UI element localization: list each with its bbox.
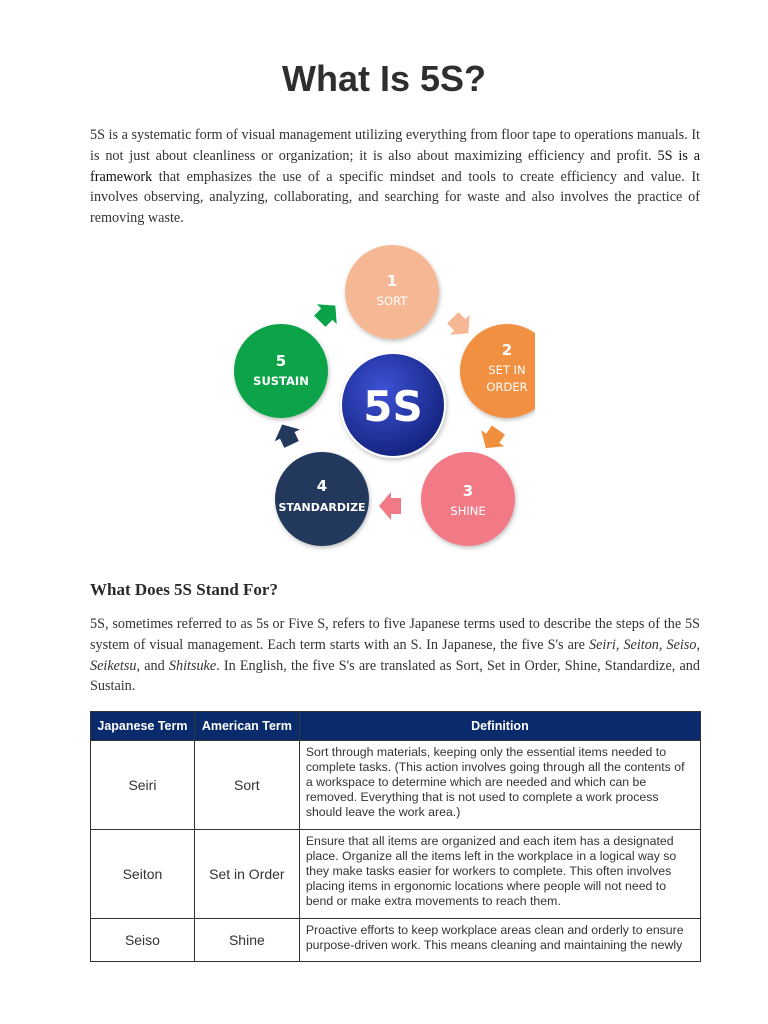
step-1-number: 1	[386, 272, 398, 290]
step-5-label: SUSTAIN	[253, 374, 309, 388]
header-american-term: American Term	[194, 712, 299, 741]
step-3-label: SHINE	[450, 504, 486, 518]
sep-4: , and	[136, 657, 169, 674]
definition-cell: Proactive efforts to keep workplace areas clean and orderly to ensure purpose-driven work. This means cleaning and maintaining the newly	[299, 919, 700, 962]
term-seiketsu: Seiketsu	[90, 657, 137, 674]
intro-paragraph	[90, 125, 700, 229]
term-seiton: Seiton	[623, 636, 659, 653]
arrow-5-to-1	[310, 296, 345, 331]
step-3-number: 3	[462, 482, 474, 500]
framework-link[interactable]: 5S is a framework	[90, 147, 700, 185]
japanese-term-cell: Seiri	[91, 741, 195, 830]
arrow-1-to-2	[443, 308, 478, 343]
terms-text-1: 5S, sometimes referred to as 5s or Five S, refers to five Japanese terms used to describe the steps of the 5S system of visual management. Each term starts with an S. In Japanese, the five S's are	[90, 616, 700, 653]
step-4-number: 4	[316, 477, 328, 495]
arrow-3-to-4	[379, 492, 401, 520]
5s-terms-table	[90, 711, 701, 962]
definition-cell: Sort through materials, keeping only the essential items needed to complete tasks. (This action involves going through all the contents of a workspace to determine which are needed and which can be removed. Everything that is not used to complete a work process should leave the work area.)	[299, 741, 700, 830]
term-seiso: Seiso	[666, 636, 697, 653]
step-1-circle	[345, 245, 439, 339]
center-label: 5S	[363, 382, 423, 431]
japanese-term-cell: Seiso	[91, 919, 195, 962]
step-5-circle	[234, 324, 328, 418]
step-4-circle	[275, 452, 369, 546]
term-shitsuke: Shitsuke	[168, 657, 217, 674]
page-title: What Is 5S?	[281, 58, 487, 99]
terms-paragraph	[90, 614, 700, 697]
table-row	[91, 741, 701, 830]
step-1-label: SORT	[376, 294, 408, 308]
definition-cell: Ensure that all items are organized and each item has a designated place. Organize all the items left in the workplace in a logical way so they make tasks easier for workers to complete. This often involves placing items in ergonomic locations where people will not need to bend or make extra movements to reach them.	[299, 830, 700, 919]
5s-cycle-diagram	[225, 242, 535, 552]
header-japanese-term: Japanese Term	[91, 712, 195, 741]
table-row	[91, 919, 701, 962]
step-5-number: 5	[275, 352, 287, 370]
arrow-2-to-3	[474, 422, 510, 456]
section-heading: What Does 5S Stand For?	[90, 580, 278, 599]
terms-text-2: . In English, the five S's are translated as Sort, Set in Order, Shine, Standardize, and Sustain.	[90, 657, 700, 695]
sep-3: ,	[696, 636, 701, 653]
intro-text-2: that emphasizes the use of a specific mindset and tools to create efficiency and value. It involves observing, analyzing, collaborating, and searching for waste and also involves the practice of removing waste.	[90, 168, 700, 227]
japanese-term-cell: Seiton	[91, 830, 195, 919]
step-4-label: STANDARDIZE	[278, 501, 366, 514]
table-header-row	[91, 712, 701, 741]
sep-1: ,	[615, 636, 624, 653]
american-term-cell: Shine	[194, 919, 299, 962]
term-seiri: Seiri	[589, 636, 616, 653]
arrow-4-to-5	[270, 419, 305, 451]
sep-2: ,	[658, 636, 667, 653]
american-term-cell: Set in Order	[194, 830, 299, 919]
american-term-cell: Sort	[194, 741, 299, 830]
step-2-label-line1: SET IN	[488, 363, 526, 377]
step-2-number: 2	[501, 341, 513, 359]
table-row	[91, 830, 701, 919]
step-2-label-line2: ORDER	[486, 380, 528, 394]
intro-text-1: 5S is a systematic form of visual management utilizing everything from floor tape to operations manuals. It is not just about cleanliness or organization; it is also about maximizing efficiency and profit.	[90, 127, 700, 164]
header-definition: Definition	[299, 712, 700, 741]
